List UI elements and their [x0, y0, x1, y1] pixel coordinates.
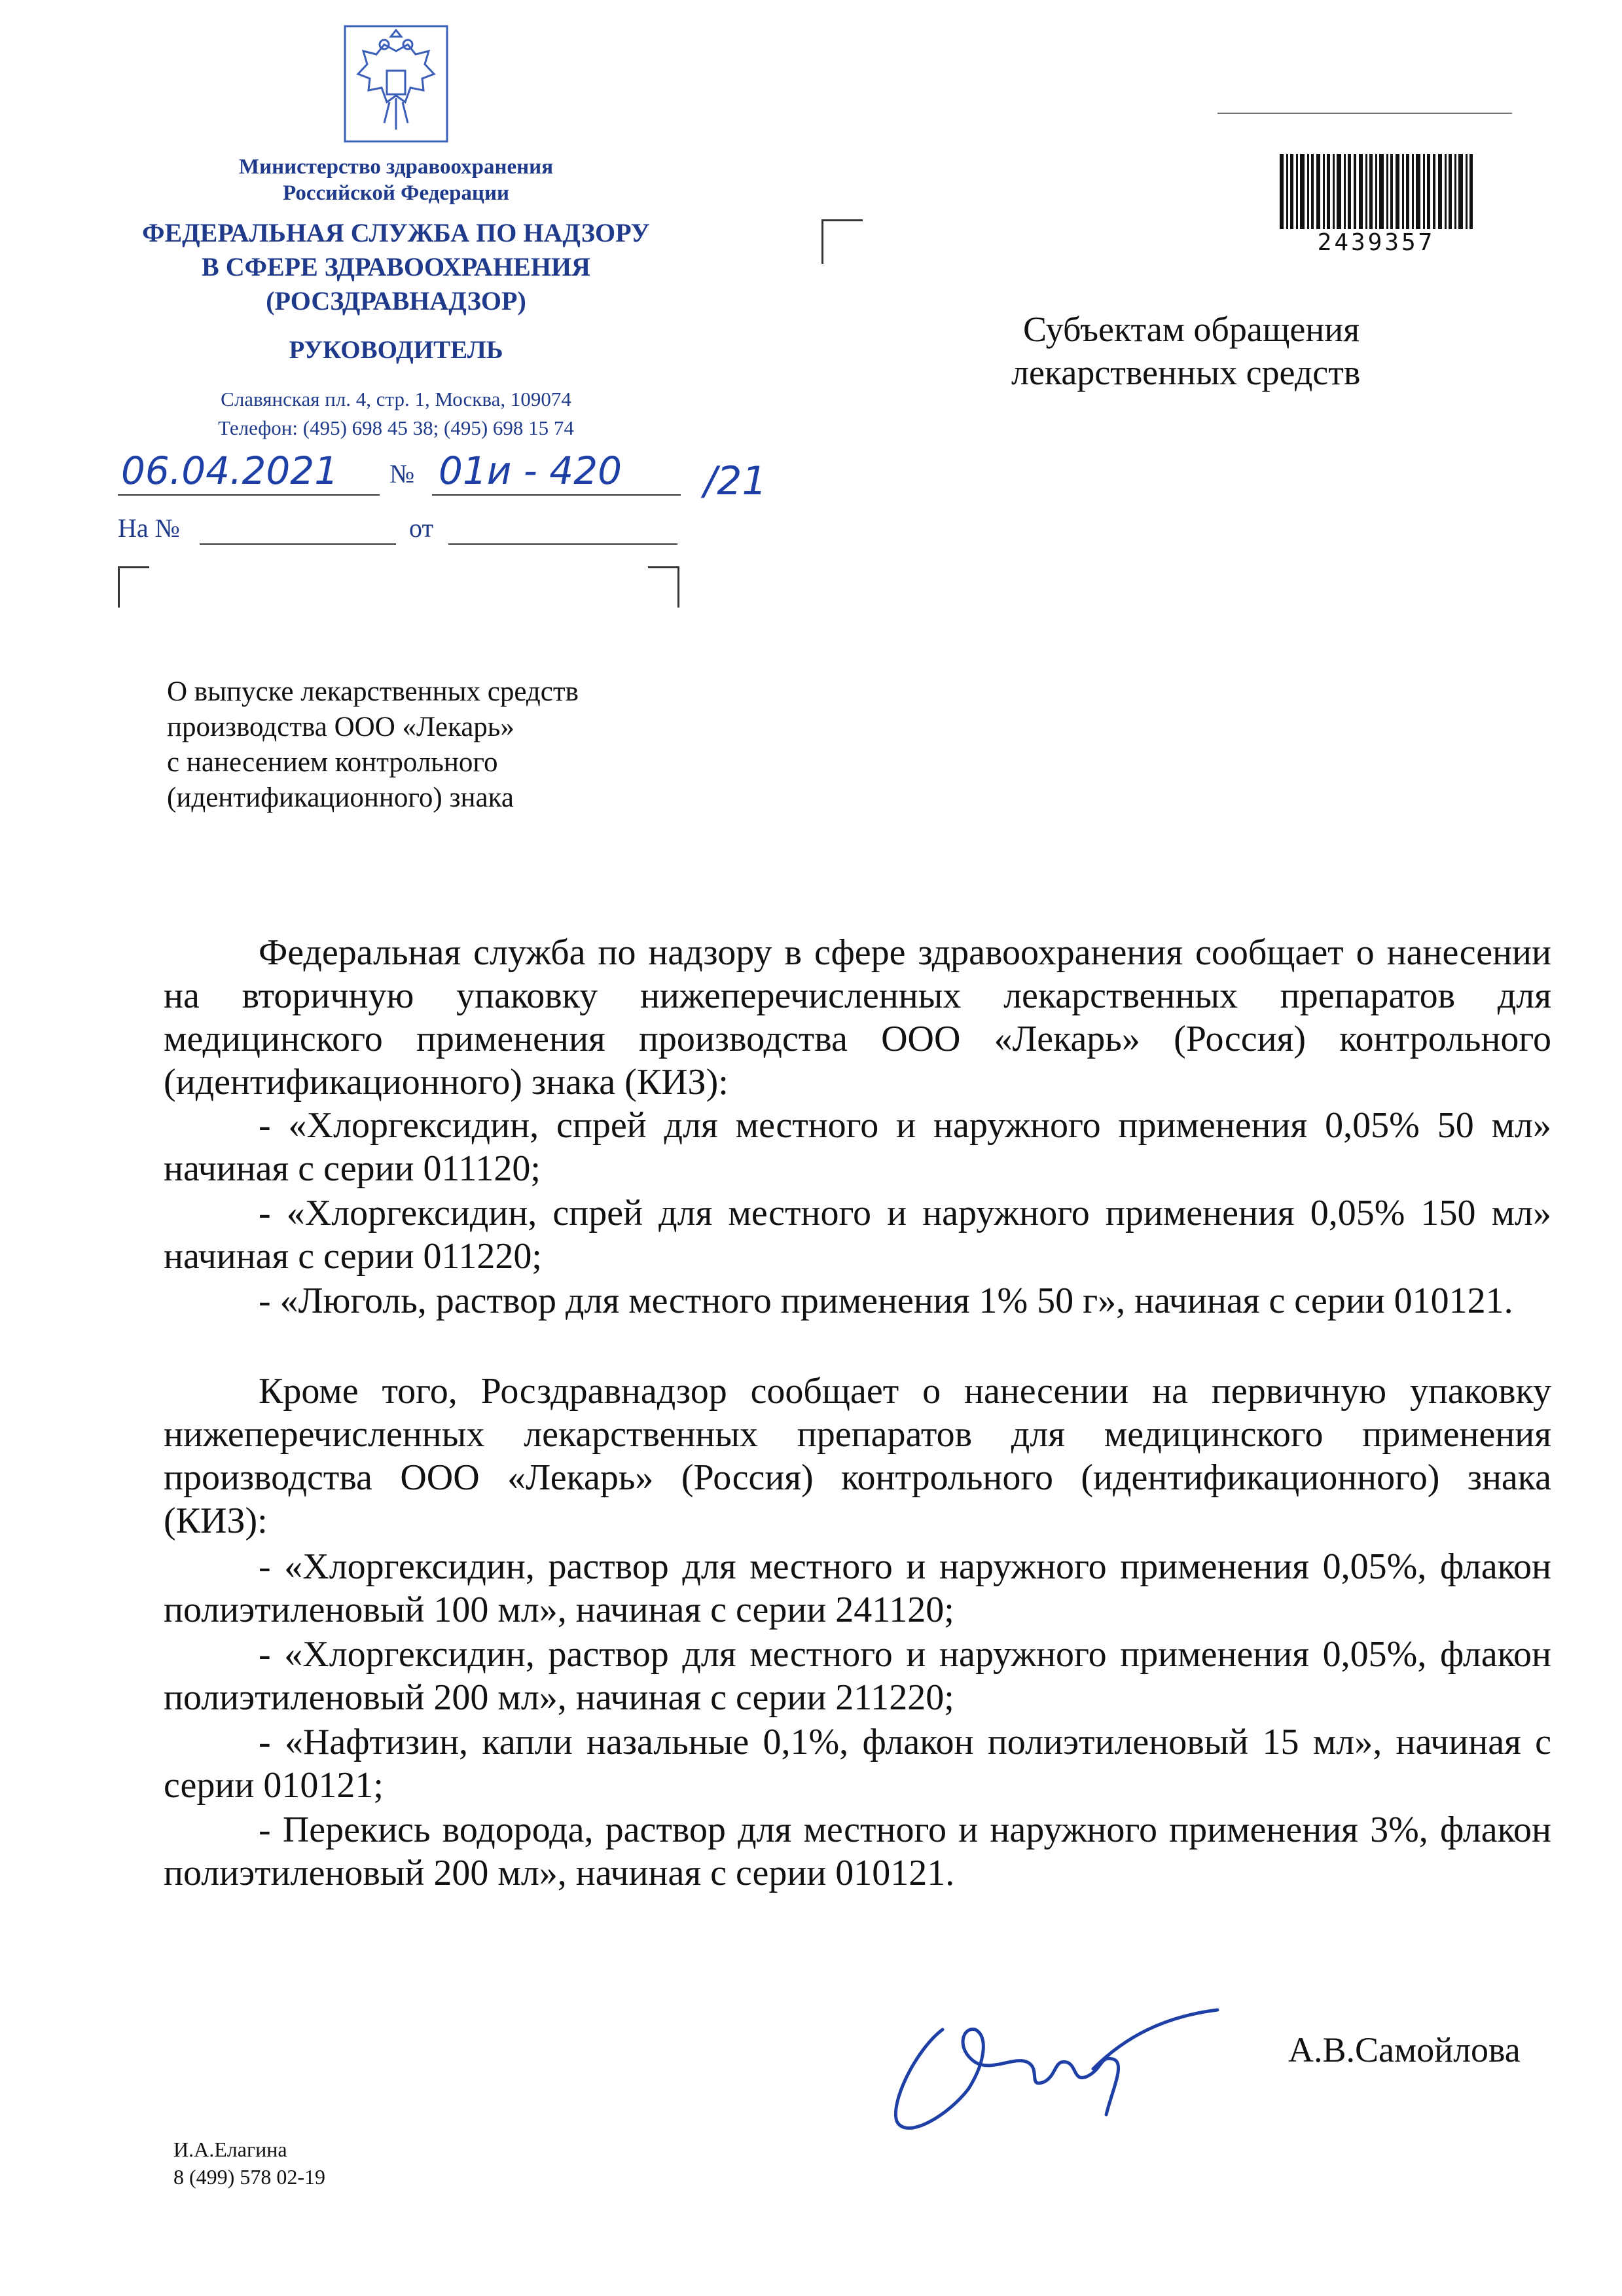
service-name-line3: (РОСЗДРАВНАДЗОР) [266, 286, 526, 316]
executor-name: И.А.Елагина [173, 2138, 287, 2161]
barcode [1280, 154, 1473, 229]
signatory-name: А.В.Самойлова [1288, 2030, 1521, 2069]
registration-suffix: /21 [704, 458, 767, 504]
corner-mark [821, 219, 863, 264]
primary-item-2: - «Хлоргексидин, раствор для местного и наружного применения 0,05%, флакон полиэтиленовый 200 мл», начиная с серии 211220; [164, 1634, 1551, 1718]
reference-from-label: от [409, 513, 433, 543]
secondary-item-3: - «Люголь, раствор для местного применения 1% 50 г», начиная с серии 010121. [259, 1281, 1513, 1321]
subject-line4: (идентификационного) знака [167, 782, 514, 813]
reference-number-field [200, 543, 396, 545]
primary-item-3: - «Нафтизин, капли назальные 0,1%, флакон полиэтиленовый 15 мл», начиная с серии 010121; [164, 1722, 1551, 1806]
recipient-line2: лекарственных средств [1011, 353, 1361, 392]
body-intro: Федеральная служба по надзору в сфере здравоохранения сообщает о нанесении на вторичную упаковку нижеперечисленных лекарственных препаратов для медицинского применения производства ООО «Лекарь» (Россия) контрольного (идентификационного) знака (КИЗ): [164, 932, 1551, 1102]
primary-intro: Кроме того, Росздравнадзор сообщает о нанесении на первичную упаковку нижеперечисленных лекарственных препаратов для медицинского применения производства ООО «Лекарь» (Россия) контрольного (идентификационного) знака (КИЗ): [164, 1371, 1551, 1541]
primary-item-1: - «Хлоргексидин, раствор для местного и наружного применения 0,05%, флакон полиэтиленовый 100 мл», начиная с серии 241120; [164, 1546, 1551, 1630]
phone: Телефон: (495) 698 45 38; (495) 698 15 74 [218, 416, 574, 439]
signature [877, 1990, 1231, 2141]
executor-phone: 8 (499) 578 02-19 [173, 2165, 325, 2189]
subject-line3: с нанесением контрольного [167, 747, 498, 778]
coat-of-arms-icon [344, 25, 448, 143]
service-name-line1: ФЕДЕРАЛЬНАЯ СЛУЖБА ПО НАДЗОРУ [142, 218, 650, 247]
service-name-line2: В СФЕРЕ ЗДРАВООХРАНЕНИЯ [202, 252, 590, 282]
secondary-item-2: - «Хлоргексидин, спрей для местного и наружного применения 0,05% 150 мл» начиная с серии 011220; [164, 1193, 1551, 1277]
number-sign: № [389, 459, 415, 488]
subject-line1: О выпуске лекарственных средств [167, 676, 579, 707]
ministry-name-line1: Министерство здравоохранения [238, 155, 554, 179]
reference-number-label: На № [118, 513, 180, 543]
registration-date: 06.04.2021 [121, 448, 339, 493]
corner-mark [648, 566, 679, 608]
corner-mark [118, 566, 149, 608]
registration-number: 01и - 420 [439, 448, 622, 493]
address: Славянская пл. 4, стр. 1, Москва, 109074 [221, 388, 571, 410]
ministry-name-line2: Российской Федерации [283, 181, 509, 205]
secondary-item-1: - «Хлоргексидин, спрей для местного и наружного применения 0,05% 50 мл» начиная с серии 011120; [164, 1105, 1551, 1189]
primary-item-4: - Перекись водорода, раствор для местного и наружного применения 3%, флакон полиэтиленовый 200 мл», начиная с серии 010121. [164, 1810, 1551, 1893]
reference-date-field [448, 543, 677, 545]
recipient-line1: Субъектам обращения [1023, 310, 1360, 349]
barcode-number: 2439357 [1317, 229, 1435, 256]
subject-line2: производства ООО «Лекарь» [167, 712, 514, 742]
head-title: РУКОВОДИТЕЛЬ [289, 336, 503, 364]
